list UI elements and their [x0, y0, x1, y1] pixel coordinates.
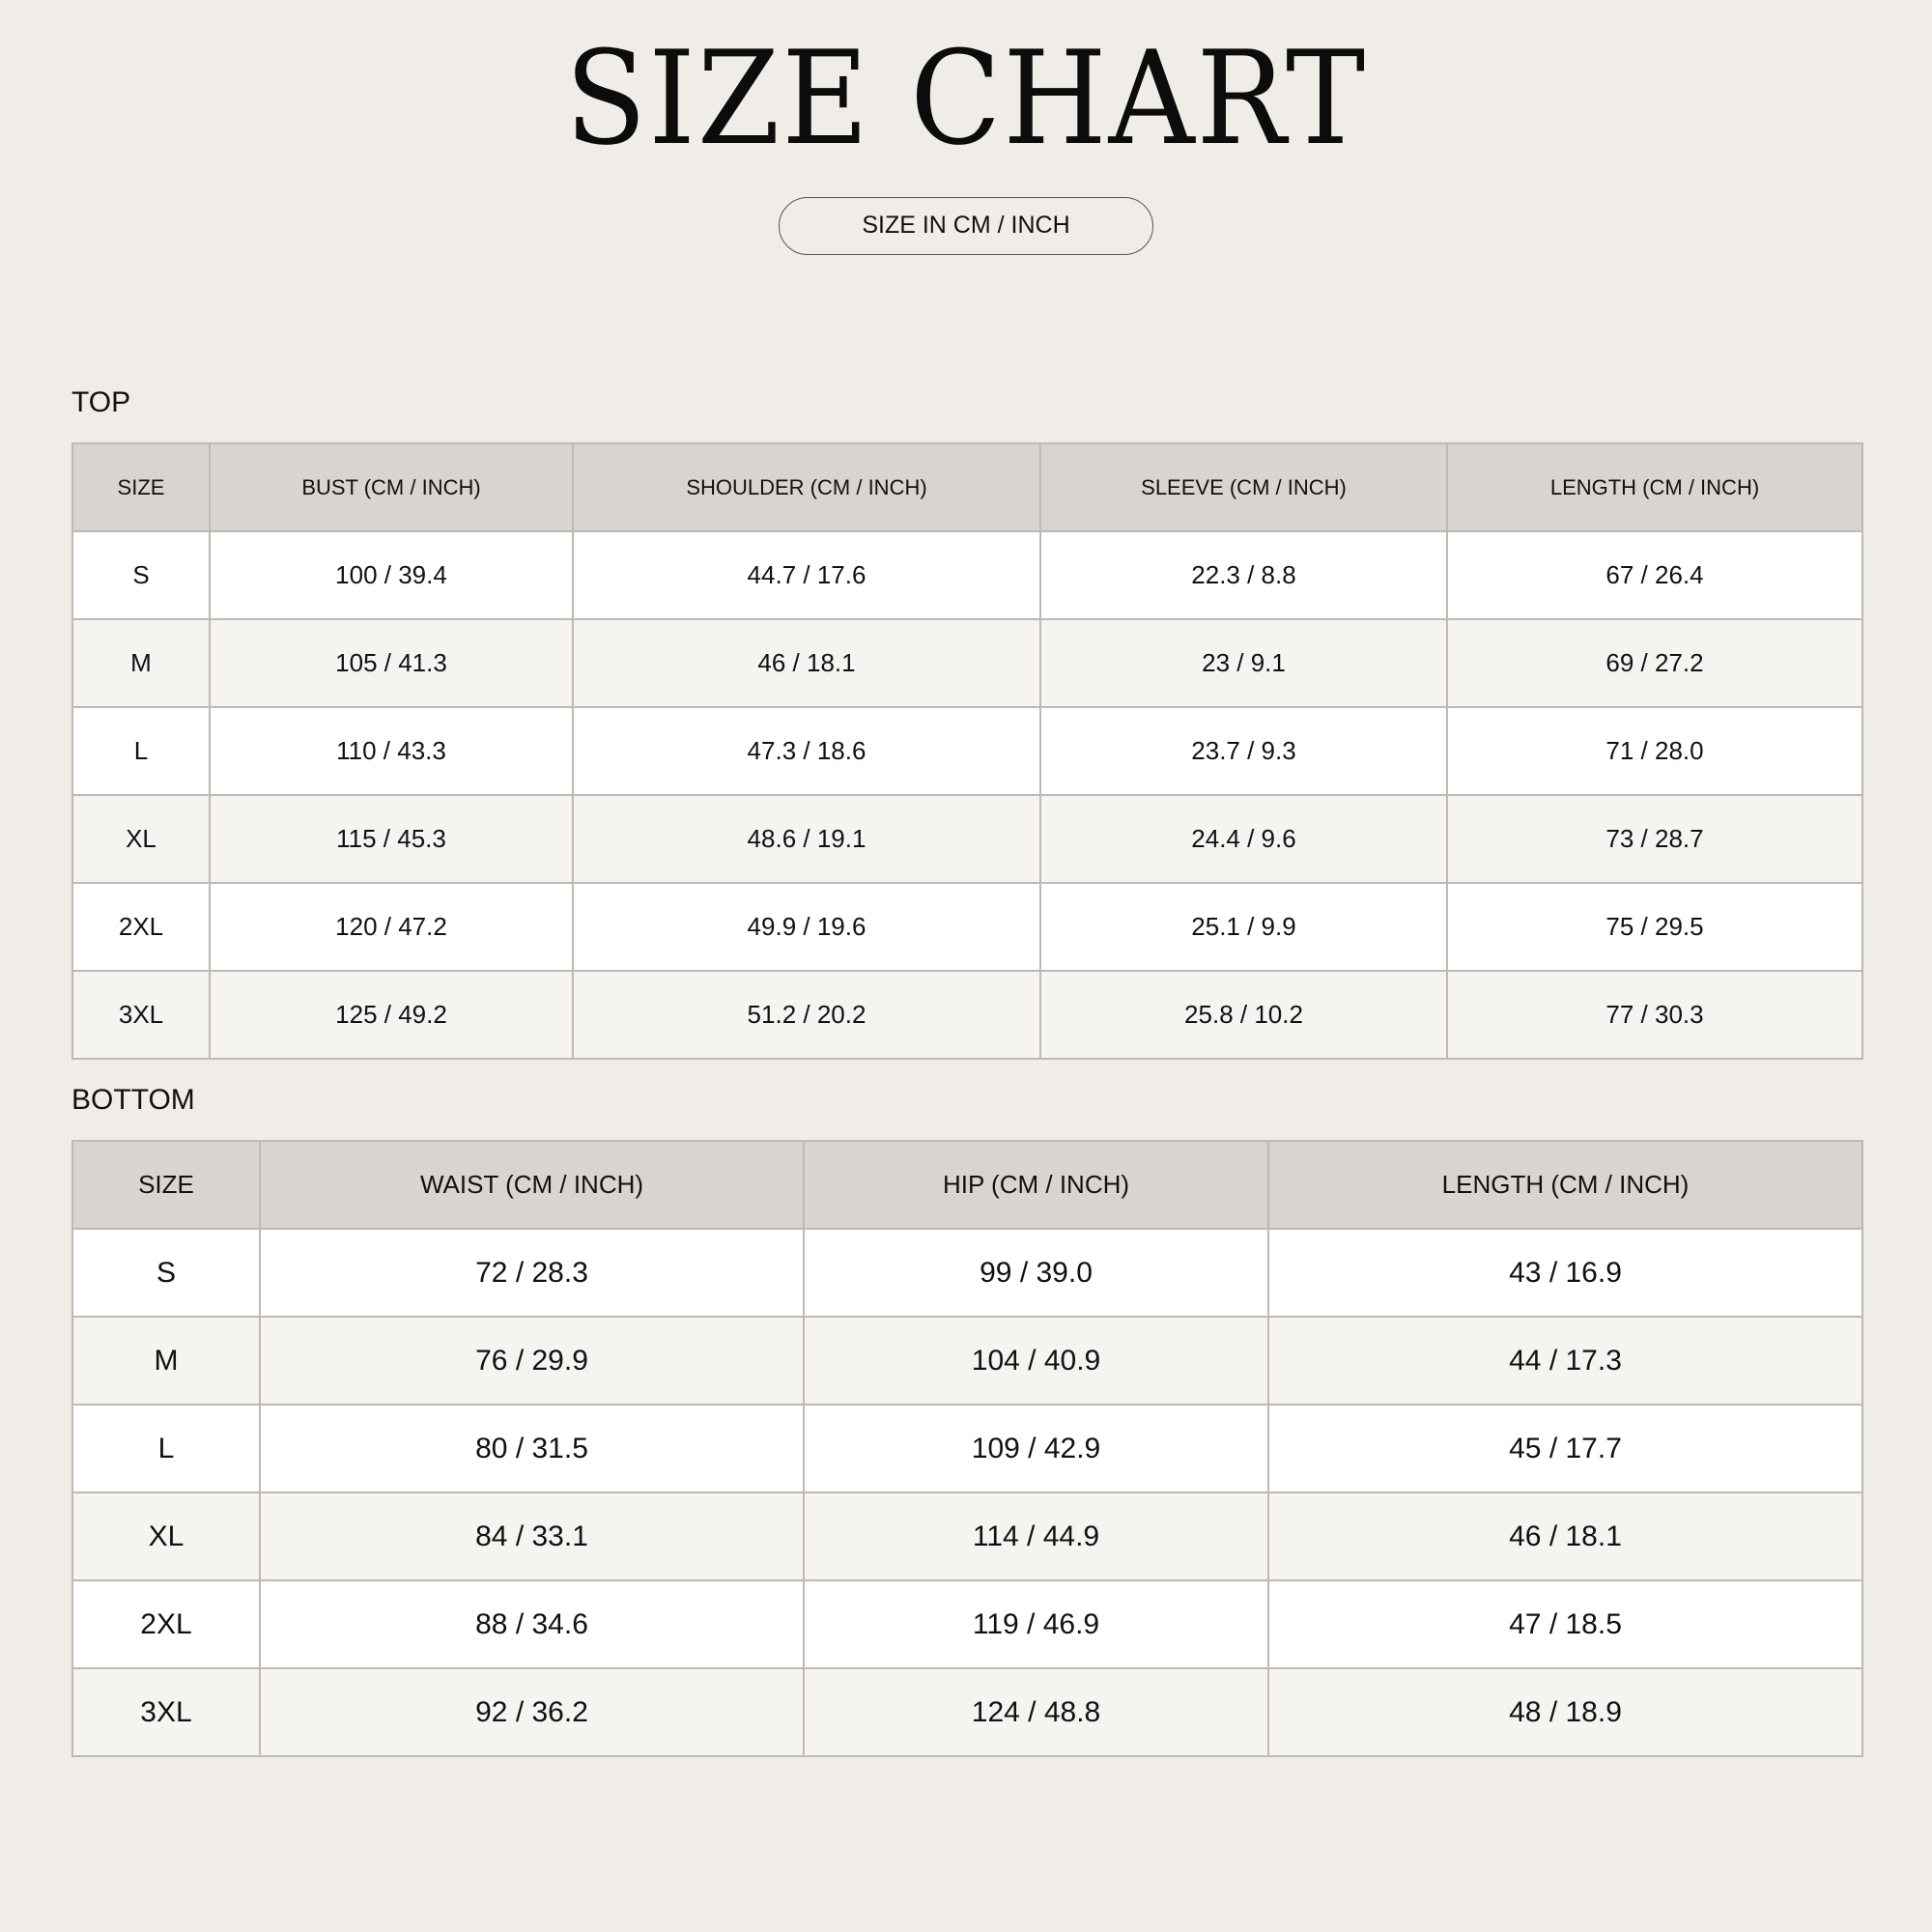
- table-cell: 46 / 18.1: [1268, 1492, 1862, 1580]
- column-header: SLEEVE (CM / INCH): [1040, 443, 1447, 531]
- top-size-table: [71, 442, 1863, 1060]
- table-cell: 47 / 18.5: [1268, 1580, 1862, 1668]
- table-cell: 114 / 44.9: [804, 1492, 1268, 1580]
- table-row: [72, 1229, 1862, 1317]
- size-cell: L: [72, 707, 210, 795]
- table-row: [72, 707, 1862, 795]
- size-cell: XL: [72, 795, 210, 883]
- table-cell: 99 / 39.0: [804, 1229, 1268, 1317]
- size-cell: 2XL: [72, 883, 210, 971]
- table-cell: 109 / 42.9: [804, 1405, 1268, 1492]
- table-cell: 100 / 39.4: [210, 531, 573, 619]
- table-cell: 69 / 27.2: [1447, 619, 1862, 707]
- size-cell: S: [72, 1229, 260, 1317]
- size-cell: S: [72, 531, 210, 619]
- table-cell: 105 / 41.3: [210, 619, 573, 707]
- table-cell: 72 / 28.3: [260, 1229, 804, 1317]
- unit-badge: SIZE IN CM / INCH: [779, 197, 1153, 255]
- table-cell: 77 / 30.3: [1447, 971, 1862, 1059]
- table-cell: 46 / 18.1: [573, 619, 1040, 707]
- table-row: [72, 1492, 1862, 1580]
- column-header: WAIST (CM / INCH): [260, 1141, 804, 1229]
- bottom-size-table: [71, 1140, 1863, 1757]
- table-cell: 67 / 26.4: [1447, 531, 1862, 619]
- table-cell: 51.2 / 20.2: [573, 971, 1040, 1059]
- column-header: SIZE: [72, 443, 210, 531]
- table-cell: 76 / 29.9: [260, 1317, 804, 1405]
- column-header: HIP (CM / INCH): [804, 1141, 1268, 1229]
- table-cell: 44.7 / 17.6: [573, 531, 1040, 619]
- table-row: [72, 531, 1862, 619]
- table-cell: 75 / 29.5: [1447, 883, 1862, 971]
- table-row: [72, 1580, 1862, 1668]
- column-header: SIZE: [72, 1141, 260, 1229]
- table-cell: 23.7 / 9.3: [1040, 707, 1447, 795]
- page-title: SIZE CHART: [564, 23, 1368, 174]
- table-cell: 71 / 28.0: [1447, 707, 1862, 795]
- table-cell: 22.3 / 8.8: [1040, 531, 1447, 619]
- top-section-label: TOP: [71, 386, 131, 418]
- table-header-row: [72, 443, 1862, 531]
- size-cell: 3XL: [72, 1668, 260, 1756]
- size-cell: XL: [72, 1492, 260, 1580]
- table-cell: 104 / 40.9: [804, 1317, 1268, 1405]
- table-cell: 88 / 34.6: [260, 1580, 804, 1668]
- table-row: [72, 971, 1862, 1059]
- table-cell: 80 / 31.5: [260, 1405, 804, 1492]
- table-row: [72, 883, 1862, 971]
- table-cell: 120 / 47.2: [210, 883, 573, 971]
- table-cell: 49.9 / 19.6: [573, 883, 1040, 971]
- column-header: BUST (CM / INCH): [210, 443, 573, 531]
- table-cell: 48.6 / 19.1: [573, 795, 1040, 883]
- table-cell: 23 / 9.1: [1040, 619, 1447, 707]
- table-cell: 125 / 49.2: [210, 971, 573, 1059]
- table-cell: 119 / 46.9: [804, 1580, 1268, 1668]
- column-header: SHOULDER (CM / INCH): [573, 443, 1040, 531]
- table-cell: 92 / 36.2: [260, 1668, 804, 1756]
- table-cell: 45 / 17.7: [1268, 1405, 1862, 1492]
- table-row: [72, 619, 1862, 707]
- table-cell: 48 / 18.9: [1268, 1668, 1862, 1756]
- table-row: [72, 1405, 1862, 1492]
- column-header: LENGTH (CM / INCH): [1447, 443, 1862, 531]
- table-cell: 110 / 43.3: [210, 707, 573, 795]
- table-cell: 44 / 17.3: [1268, 1317, 1862, 1405]
- table-cell: 24.4 / 9.6: [1040, 795, 1447, 883]
- table-row: [72, 1317, 1862, 1405]
- table-cell: 84 / 33.1: [260, 1492, 804, 1580]
- table-cell: 43 / 16.9: [1268, 1229, 1862, 1317]
- size-cell: L: [72, 1405, 260, 1492]
- column-header: LENGTH (CM / INCH): [1268, 1141, 1862, 1229]
- table-cell: 47.3 / 18.6: [573, 707, 1040, 795]
- table-row: [72, 795, 1862, 883]
- table-cell: 73 / 28.7: [1447, 795, 1862, 883]
- table-row: [72, 1668, 1862, 1756]
- table-cell: 25.8 / 10.2: [1040, 971, 1447, 1059]
- table-cell: 115 / 45.3: [210, 795, 573, 883]
- size-cell: 2XL: [72, 1580, 260, 1668]
- table-header-row: [72, 1141, 1862, 1229]
- size-cell: M: [72, 619, 210, 707]
- size-cell: 3XL: [72, 971, 210, 1059]
- table-cell: 25.1 / 9.9: [1040, 883, 1447, 971]
- table-cell: 124 / 48.8: [804, 1668, 1268, 1756]
- bottom-section-label: BOTTOM: [71, 1084, 195, 1116]
- size-cell: M: [72, 1317, 260, 1405]
